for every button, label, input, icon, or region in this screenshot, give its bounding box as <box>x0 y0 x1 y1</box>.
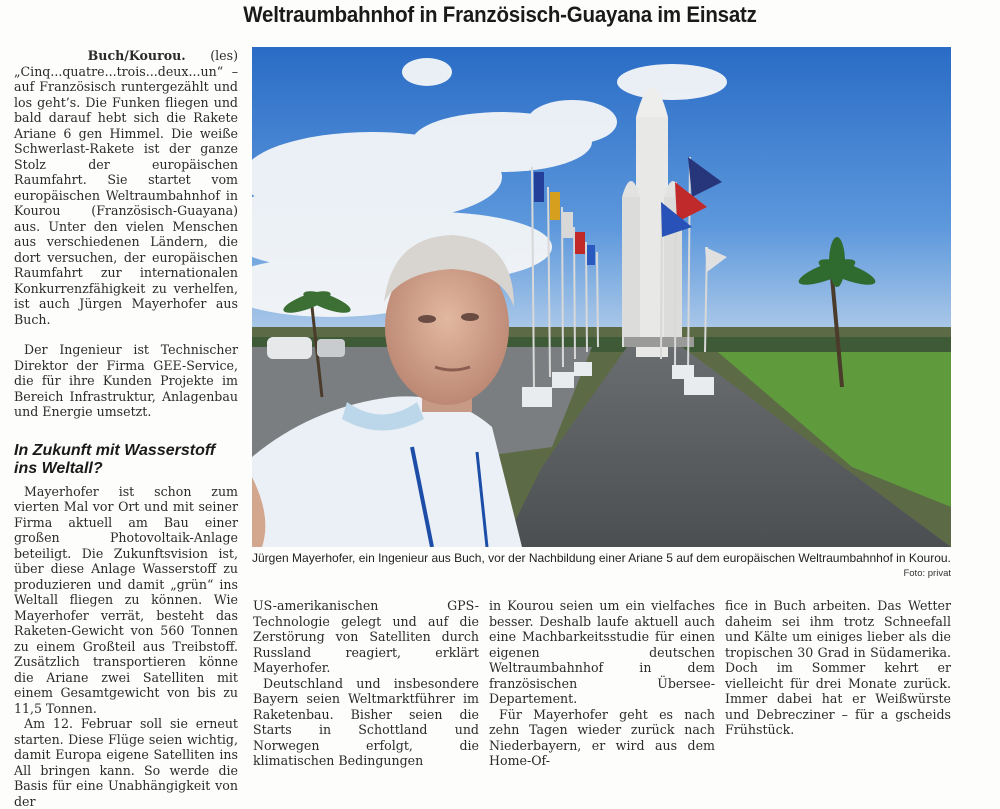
paragraph: Mayerhofer ist schon zum vierten Mal vor Ort und mit seiner Firma aktuell am Bau einer großen Photovoltaik-Anlage beteiligt. Die Zukunftsvision ist, über diese Anlage Wasserstoff zu produzieren und damit „grün“ ins Weltall fliegen zu können. Wie Mayerhofer verrät, besteht das Raketen-Gewicht von 560 Tonnen zu einem Großteil aus Treibstoff. Zusätzlich transportieren könne die Ariane zwei Satelliten mit einem Gesamtgewicht von bis zu 11,5 Tonnen. <box>14 483 238 716</box>
photo-caption: Jürgen Mayerhofer, ein Ingenieur aus Buch, vor der Nachbildung einer Ariane 5 auf dem europäischen Weltraumbahnhof in Kourou. <box>252 551 951 565</box>
paragraph: US-amerikanischen GPS-Technologie gelegt und auf die Zerstörung von Satelliten durch Russland reagiert, erklärt Mayerhofer. <box>253 598 479 675</box>
article-column-1 <box>14 48 238 809</box>
article-column-4 <box>725 598 951 738</box>
subheading: In Zukunft mit Wasserstoff ins Weltall? <box>14 441 216 477</box>
dateline: Buch/Kourou. <box>87 48 186 63</box>
article-headline: Weltraumbahnhof in Französisch-Guayana im Einsatz <box>243 2 757 27</box>
paragraph: Für Mayerhofer geht es nach zehn Tagen wieder zurück nach Niederbayern, er wird aus dem Home-Of- <box>489 706 715 768</box>
paragraph: Deutschland und insbesondere Bayern seien Weltmarktführer im Raketenbau. Bisher seien die Starts in Schottland und Norwegen erfolgt, die klimatischen Bedingungen <box>253 675 479 768</box>
article-photo <box>252 47 951 547</box>
paragraph: Der Ingenieur ist Technischer Direktor der Firma GEE-Service, die für ihre Kunden Projekte im Bereich Infrastruktur, Anlagenbau und Energie umsetzt. <box>14 342 238 419</box>
article-column-3 <box>489 598 715 769</box>
lead-paragraph: Buch/Kourou. (les) „Cinq...quatre...trois...deux...un“ – auf Französisch runtergezählt und los geht’s. Die Funken fliegen und bald darauf hebt sich die Rakete Ariane 6 gen Himmel. Die weiße Schwerlast-Rakete ist der ganze Stolz der europäischen Raumfahrt. Sie startet vom europäischen Weltraumbahnhof in Kourou (Französisch-Guayana) aus. Unter den vielen Menschen aus verschiedenen Ländern, die dort versuchen, der europäischen Raumfahrt zur internationalen Konkurrenzfähigkeit zu verhelfen, ist auch Jürgen Mayerhofer aus Buch. <box>14 48 238 327</box>
paragraph: fice in Buch arbeiten. Das Wetter daheim sei ihm trotz Schneefall und Kälte um einiges lieber als die tropischen 30 Grad in Südamerika. Doch im Sommer kehrt er vielleicht für drei Monate zurück. Immer dabei hat er Weißwürste und Debrecziner – für a gscheids Frühstück. <box>725 598 951 737</box>
paragraph: Am 12. Februar soll sie erneut starten. Diese Flüge seien wichtig, damit Europa eigene Satelliten ins All bringen kann. So werde die Basis für eine Unabhängigkeit von der <box>14 716 238 809</box>
article-column-2 <box>253 598 479 769</box>
photo-credit: Foto: privat <box>903 568 951 579</box>
photo-illustration <box>252 47 951 547</box>
paragraph: in Kourou seien um ein vielfaches besser. Deshalb laufe aktuell auch eine Machbarkeitsstudie für einen eigenen deutschen Weltraumbahnhof in dem französischen Übersee-Departement. <box>489 598 715 706</box>
